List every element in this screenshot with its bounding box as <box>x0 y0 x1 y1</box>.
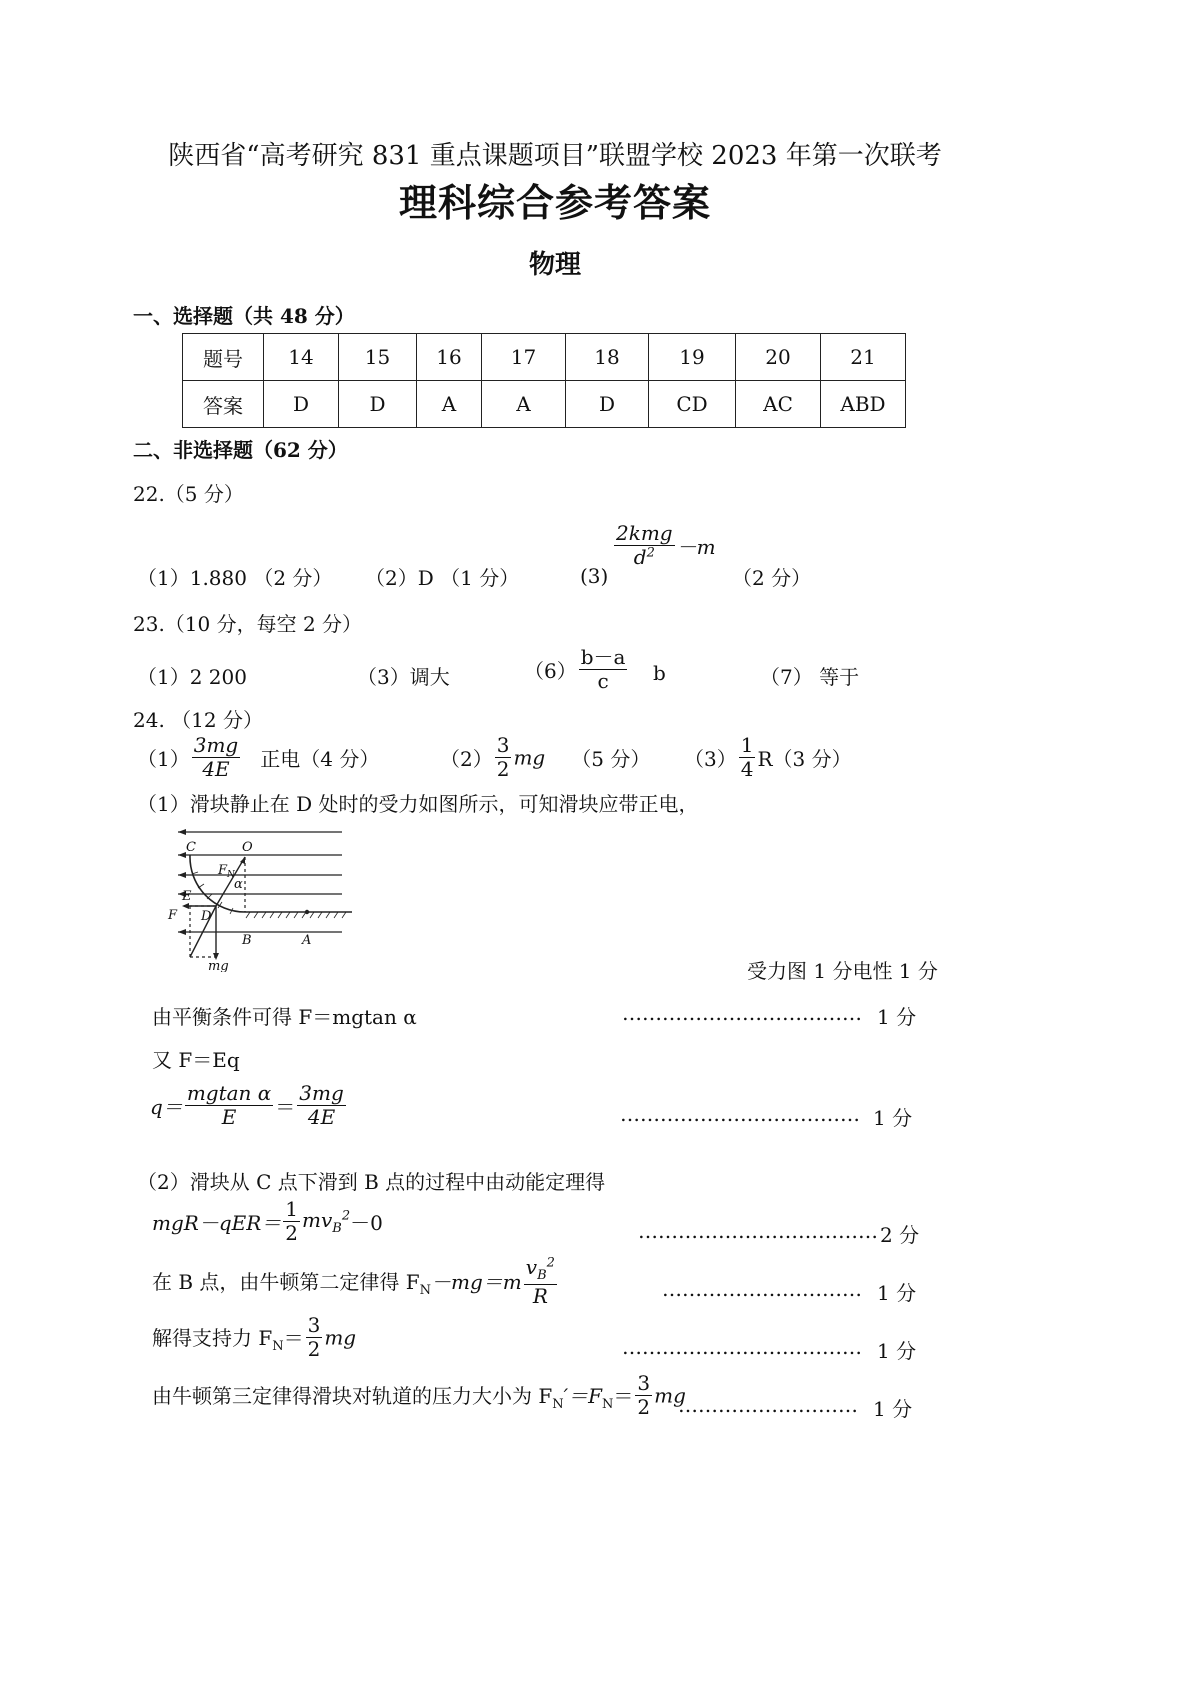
q23-part1: （1）2 200 <box>137 665 247 689</box>
dot-leader: ……………………………… <box>620 1102 860 1126</box>
fraction-numerator: 3 <box>496 733 510 757</box>
fraction-numerator: 3 <box>307 1313 321 1337</box>
exam-subtitle: 陕西省“高考研究 831 重点课题项目”联盟学校 2023 年第一次联考 <box>168 141 942 171</box>
equation-2: 又 F＝Eq <box>152 1048 240 1072</box>
subscript: N <box>552 1396 564 1412</box>
force-diagram <box>160 822 360 972</box>
dot-leader: ………………………… <box>662 1277 862 1301</box>
label: （3） <box>684 747 737 771</box>
eq-lhs: q＝ <box>150 1095 183 1119</box>
fraction-denominator: 4E <box>202 757 230 781</box>
table-cell: 17 <box>482 334 566 381</box>
fraction-numerator: 1 <box>285 1197 299 1221</box>
fraction-numerator: 3mg <box>299 1081 344 1105</box>
label-A: A <box>302 933 312 948</box>
arrow-head <box>178 852 186 858</box>
fraction-denominator: 4 <box>740 757 754 781</box>
dot-leader: ……………………… <box>678 1393 858 1417</box>
subscript: N <box>602 1396 614 1412</box>
superscript: 2 <box>646 545 655 561</box>
equation-6 <box>152 1314 356 1361</box>
q24-part2-intro: （2）滑块从 C 点下滑到 B 点的过程中由动能定理得 <box>137 1170 606 1194</box>
eq-tail: mg <box>324 1325 357 1350</box>
formula-tail: －m <box>676 535 716 559</box>
eq-mid: －mg＝m <box>431 1269 522 1294</box>
q22-part3-formula <box>612 522 716 569</box>
table-cell: 16 <box>417 334 482 381</box>
q24-answer3 <box>684 734 852 781</box>
fraction-numerator: 1 <box>740 733 754 757</box>
fraction-denominator: d <box>633 545 647 569</box>
table-cell: A <box>482 381 566 428</box>
fraction-denominator: 2 <box>496 757 510 781</box>
table-cell: AC <box>736 381 821 428</box>
fraction-numerator: mgtan α <box>186 1081 272 1105</box>
label-D: D <box>201 909 212 924</box>
eq-rhs: mv <box>302 1207 333 1232</box>
table-header-cell: 答案 <box>183 381 264 428</box>
answer-tail: R（3 分） <box>757 747 852 771</box>
q22-part3-label: (3) <box>580 564 609 588</box>
table-cell: ABD <box>821 381 906 428</box>
fraction-numerator: 3mg <box>193 733 239 757</box>
equation-3 <box>150 1082 348 1129</box>
fraction-denominator: 4E <box>307 1105 336 1129</box>
score: 2 分 <box>880 1223 920 1247</box>
table-cell: D <box>566 381 649 428</box>
eq-lhs: mgR－qER＝ <box>152 1211 282 1235</box>
fraction-denominator: c <box>597 669 609 693</box>
score: 1 分 <box>873 1397 913 1421</box>
q23-part6 <box>524 646 629 693</box>
subscript: N <box>419 1282 432 1298</box>
q23-part3: （3）调大 <box>357 665 450 689</box>
q24-answer1 <box>137 734 379 781</box>
label-alpha: α <box>234 877 243 892</box>
equals-sign: ＝ <box>613 1383 634 1408</box>
section1-heading: 一、选择题（共 48 分） <box>133 304 355 328</box>
q23-part6-label: （6） <box>524 659 577 683</box>
eq-end: －0 <box>350 1211 383 1235</box>
label-C: C <box>186 840 196 855</box>
table-cell: D <box>339 381 417 428</box>
label-FN: $F_N$ <box>218 863 235 880</box>
q22-part3-score: （2 分） <box>732 566 812 590</box>
fraction-denominator: 2 <box>637 1395 651 1419</box>
q22-heading: 22.（5 分） <box>133 482 244 506</box>
label-O: O <box>242 840 253 855</box>
label-E: E <box>182 889 192 904</box>
fraction-numerator: 2kmg <box>616 521 673 545</box>
fraction-denominator: E <box>221 1105 237 1129</box>
label-mg: mg <box>208 959 229 972</box>
table-cell: 14 <box>264 334 339 381</box>
eq-text: 由牛顿第三定律得滑块对轨道的压力大小为 F <box>152 1383 553 1408</box>
score: 1 分 <box>877 1005 917 1029</box>
label-B: B <box>242 933 252 948</box>
fraction-denominator: 2 <box>285 1221 299 1245</box>
fraction-numerator: v <box>525 1255 538 1279</box>
equation-7 <box>152 1372 686 1419</box>
label-F: F <box>168 908 178 923</box>
equation-4 <box>152 1198 383 1245</box>
equals-sign: ＝ <box>275 1095 296 1119</box>
equation-5 <box>152 1256 559 1308</box>
arrow-head <box>178 929 186 935</box>
q22-part1: （1）1.880 （2 分） <box>137 566 333 590</box>
table-cell: 15 <box>339 334 417 381</box>
section2-heading: 二、非选择题（62 分） <box>133 438 348 462</box>
table-cell: D <box>264 381 339 428</box>
fraction-numerator: b－a <box>580 645 626 669</box>
point-A-dot <box>305 910 309 914</box>
table-cell: 19 <box>649 334 736 381</box>
page-title: 理科综合参考答案 <box>398 180 711 225</box>
table-cell: 18 <box>566 334 649 381</box>
q23-part7: （7） 等于 <box>760 665 860 689</box>
table-row <box>183 334 906 381</box>
label: （2） <box>440 747 493 771</box>
subscript: B <box>332 1220 342 1236</box>
dot-leader: ……………………………… <box>622 1335 862 1359</box>
answer-table <box>182 333 906 428</box>
table-cell: CD <box>649 381 736 428</box>
q24-heading: 24. （12 分） <box>133 708 263 732</box>
answer-tail: mg <box>513 745 546 770</box>
table-cell: A <box>417 381 482 428</box>
equation-1: 由平衡条件可得 F＝mgtan α <box>152 1005 417 1029</box>
subscript: B <box>537 1268 547 1283</box>
superscript: 2 <box>546 1255 555 1271</box>
score: 1 分 <box>877 1339 917 1363</box>
score: 1 分 <box>877 1281 917 1305</box>
figure-score-note: 受力图 1 分电性 1 分 <box>747 959 938 983</box>
table-cell: 21 <box>821 334 906 381</box>
arrow-head <box>178 829 186 835</box>
label: （1） <box>137 747 190 771</box>
q24-answer2 <box>440 734 650 781</box>
dot-leader: ……………………………… <box>622 1001 862 1025</box>
eq-text: 在 B 点，由牛顿第二定律得 F <box>152 1269 420 1294</box>
subscript: N <box>272 1338 284 1354</box>
fraction-denominator: 2 <box>307 1337 321 1361</box>
answer-score: （5 分） <box>571 747 651 771</box>
q23-part6-b: b <box>653 661 666 685</box>
superscript: 2 <box>341 1207 351 1223</box>
subject-title: 物理 <box>528 250 581 280</box>
eq-text: 解得支持力 F <box>152 1325 273 1350</box>
fraction-numerator: 3 <box>637 1371 651 1395</box>
equals-sign: ＝ <box>283 1325 304 1350</box>
table-cell: 20 <box>736 334 821 381</box>
arrow-head <box>178 872 186 878</box>
fraction-denominator: R <box>532 1283 548 1308</box>
answer-tail: 正电（4 分） <box>260 747 380 771</box>
q23-heading: 23.（10 分，每空 2 分） <box>133 612 363 636</box>
dot-leader: ……………………………… <box>638 1219 878 1243</box>
table-row <box>183 381 906 428</box>
score: 1 分 <box>873 1106 913 1130</box>
table-header-cell: 题号 <box>183 334 264 381</box>
q24-intro: （1）滑块静止在 D 处时的受力如图所示，可知滑块应带正电， <box>137 792 699 816</box>
q22-part2: （2）D （1 分） <box>365 566 520 590</box>
eq-tail: mg <box>654 1383 686 1408</box>
eq-mid: ′＝F <box>563 1383 603 1408</box>
track-hatching <box>192 872 346 918</box>
